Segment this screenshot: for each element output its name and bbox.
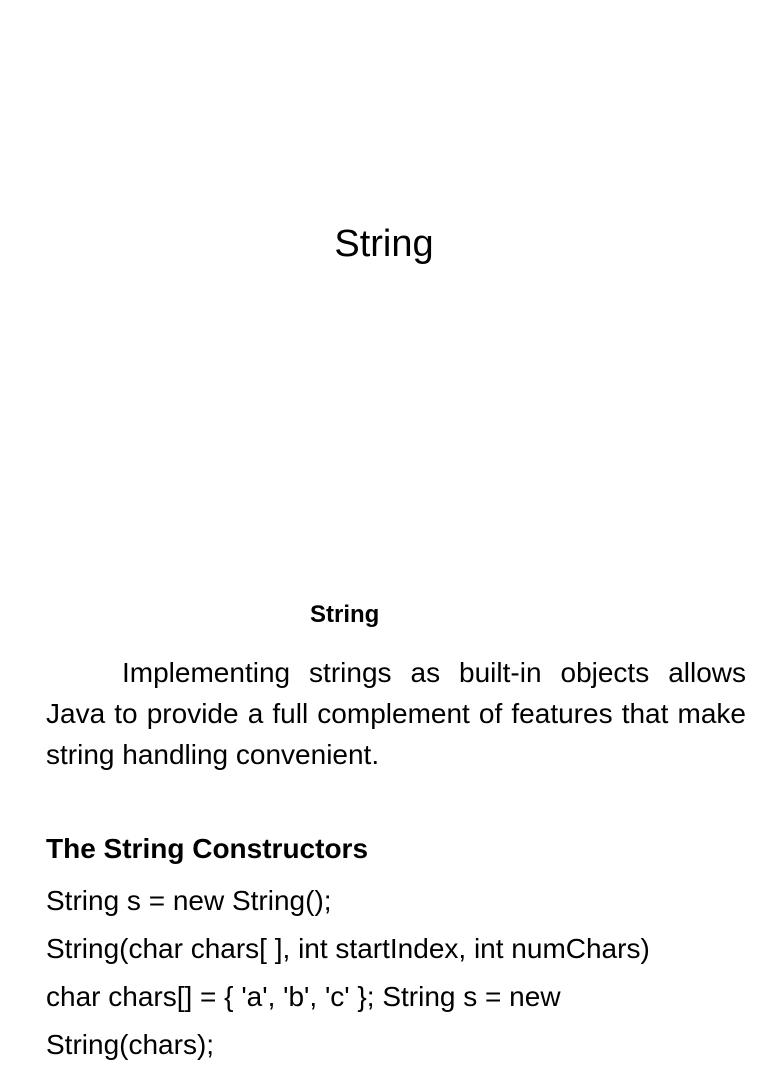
- code-line-char-array-example: char chars[] = { 'a', 'b', 'c' }; String s = new String(chars);: [46, 981, 561, 1060]
- slide-title: String: [334, 223, 434, 265]
- constructors-subheading: The String Constructors: [46, 833, 369, 864]
- section-heading: String: [310, 601, 380, 628]
- intro-paragraph: Implementing strings as built-in objects allows Java to provide a full complement of features that make string handling convenient.: [46, 657, 746, 770]
- code-line-char-array-constructor: String(char chars[ ], int startIndex, int numChars): [46, 933, 650, 964]
- constructor-examples-list: [46, 877, 766, 1069]
- code-line-default-constructor: String s = new String();: [46, 885, 332, 916]
